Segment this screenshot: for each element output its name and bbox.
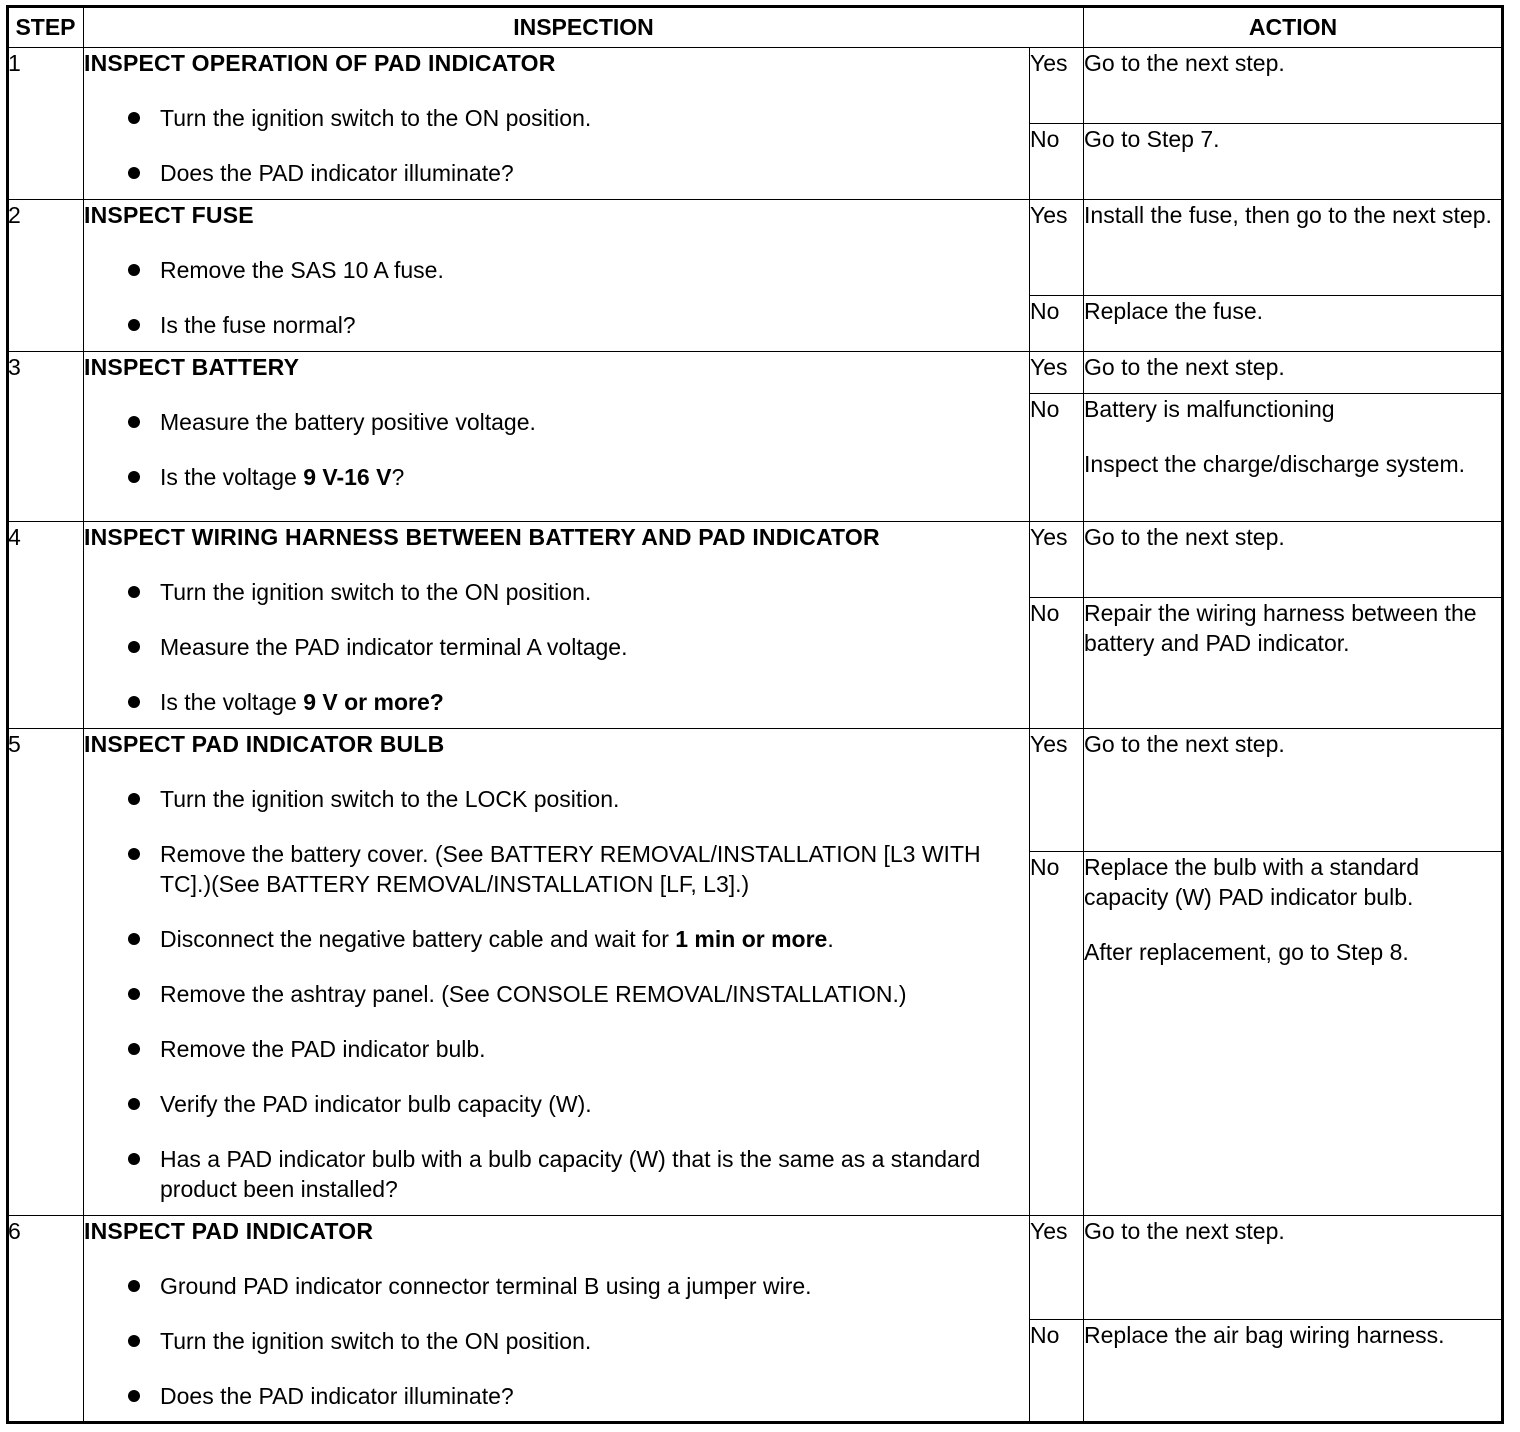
bullet-item: Remove the battery cover. (See BATTERY REMOVAL/INSTALLATION [L3 WITH TC].)(See BATTERY REMOVAL/INSTALLATION [LF, L3].) <box>84 839 1029 899</box>
step-number: 5 <box>8 729 84 1215</box>
bullet-emphasis: 9 V-16 V <box>303 464 392 491</box>
action-text: Replace the air bag wiring harness. <box>1084 1321 1445 1348</box>
step-number: 6 <box>8 1215 84 1421</box>
no-action <box>1084 124 1503 200</box>
inspection-bullets <box>84 255 1029 340</box>
bullet-item: Verify the PAD indicator bulb capacity (W). <box>84 1089 1029 1119</box>
no-label: No <box>1030 394 1084 522</box>
inspection-bullets <box>84 784 1029 1204</box>
action-text: Install the fuse, then go to the next step. <box>1084 202 1492 229</box>
inspection-cell <box>84 352 1030 522</box>
bullet-item <box>84 687 1029 717</box>
inspection-header: INSPECTION <box>84 7 1084 48</box>
step-row-2-yes <box>8 200 1503 296</box>
bullet-emphasis: 1 min or more <box>675 926 828 953</box>
no-label: No <box>1030 598 1084 729</box>
inspection-bullets <box>84 103 1029 188</box>
step-number: 3 <box>8 352 84 522</box>
bullet-text: . <box>827 926 834 953</box>
header-row <box>8 7 1503 48</box>
bullet-item: Turn the ignition switch to the LOCK position. <box>84 784 1029 814</box>
bullet-text: ? <box>391 464 405 491</box>
bullet-item: Remove the SAS 10 A fuse. <box>84 255 1029 285</box>
action-text: Go to Step 7. <box>1084 126 1220 153</box>
no-action <box>1084 394 1503 522</box>
inspection-bullets <box>84 577 1029 717</box>
step-header: STEP <box>8 7 84 48</box>
yes-action <box>1084 522 1503 598</box>
step-row-6-yes <box>8 1215 1503 1319</box>
no-action <box>1084 296 1503 352</box>
inspection-title: INSPECT FUSE <box>84 202 254 229</box>
inspection-title: INSPECT PAD INDICATOR <box>84 1217 374 1244</box>
bullet-item <box>84 924 1029 954</box>
action-text: Go to the next step. <box>1084 731 1285 758</box>
bullet-item: Is the fuse normal? <box>84 310 1029 340</box>
step-row-1-yes <box>8 48 1503 124</box>
action-header: ACTION <box>1084 7 1503 48</box>
bullet-item: Measure the battery positive voltage. <box>84 407 1029 437</box>
bullet-emphasis: 9 V or more? <box>303 689 444 716</box>
no-label: No <box>1030 851 1084 1215</box>
step-row-3-yes <box>8 352 1503 394</box>
step-row-4-yes <box>8 522 1503 598</box>
bullet-item: Measure the PAD indicator terminal A voltage. <box>84 632 1029 662</box>
yes-action <box>1084 352 1503 394</box>
bullet-item: Ground PAD indicator connector terminal B using a jumper wire. <box>84 1271 1029 1301</box>
yes-label: Yes <box>1030 200 1084 296</box>
inspection-title: INSPECT BATTERY <box>84 354 300 381</box>
bullet-item <box>84 462 1029 492</box>
no-action <box>1084 1319 1503 1421</box>
action-text: Go to the next step. <box>1084 1217 1285 1244</box>
inspection-bullets <box>84 407 1029 492</box>
bullet-item: Turn the ignition switch to the ON position. <box>84 103 1029 133</box>
action-text: Go to the next step. <box>1084 524 1285 551</box>
yes-label: Yes <box>1030 522 1084 598</box>
bullet-item: Turn the ignition switch to the ON position. <box>84 1326 1029 1356</box>
yes-action <box>1084 729 1503 851</box>
bullet-item: Does the PAD indicator illuminate? <box>84 158 1029 188</box>
inspection-bullets <box>84 1271 1029 1411</box>
bullet-text: Is the voltage <box>160 689 304 716</box>
no-label: No <box>1030 1319 1084 1421</box>
action-text: Replace the bulb with a standard capacity (W) PAD indicator bulb. <box>1084 853 1420 910</box>
inspection-cell <box>84 522 1030 729</box>
inspection-cell <box>84 200 1030 352</box>
yes-action <box>1084 200 1503 296</box>
bullet-text: Is the voltage <box>160 464 304 491</box>
bullet-item: Remove the PAD indicator bulb. <box>84 1034 1029 1064</box>
yes-label: Yes <box>1030 48 1084 124</box>
inspection-title: INSPECT WIRING HARNESS BETWEEN BATTERY AND PAD INDICATOR <box>84 524 880 551</box>
action-text: Go to the next step. <box>1084 50 1285 76</box>
step-number: 2 <box>8 200 84 352</box>
inspection-cell <box>84 1215 1030 1421</box>
no-action <box>1084 851 1503 1215</box>
troubleshooting-table <box>7 6 1503 1422</box>
bullet-item: Remove the ashtray panel. (See CONSOLE REMOVAL/INSTALLATION.) <box>84 979 1029 1009</box>
action-text: Inspect the charge/discharge system. <box>1084 451 1465 478</box>
step-number: 4 <box>8 522 84 729</box>
bullet-item: Turn the ignition switch to the ON position. <box>84 577 1029 607</box>
bullet-text: Disconnect the negative battery cable and wait for <box>160 926 676 953</box>
action-text: Battery is malfunctioning <box>1084 396 1335 423</box>
inspection-title: INSPECT OPERATION OF PAD INDICATOR <box>84 50 556 76</box>
bullet-item: Has a PAD indicator bulb with a bulb capacity (W) that is the same as a standard product been installed? <box>84 1144 1029 1204</box>
inspection-title: INSPECT PAD INDICATOR BULB <box>84 731 445 758</box>
bullet-item: Does the PAD indicator illuminate? <box>84 1381 1029 1411</box>
action-text: Repair the wiring harness between the battery and PAD indicator. <box>1084 600 1477 657</box>
no-action <box>1084 598 1503 729</box>
yes-action <box>1084 48 1503 124</box>
step-number: 1 <box>8 48 84 200</box>
action-text: Replace the fuse. <box>1084 298 1264 325</box>
action-text: Go to the next step. <box>1084 354 1285 381</box>
no-label: No <box>1030 124 1084 200</box>
inspection-cell <box>84 729 1030 1215</box>
yes-label: Yes <box>1030 729 1084 851</box>
step-row-5-yes <box>8 729 1503 851</box>
yes-action <box>1084 1215 1503 1319</box>
no-label: No <box>1030 296 1084 352</box>
inspection-cell <box>84 48 1030 200</box>
yes-label: Yes <box>1030 1215 1084 1319</box>
action-text: After replacement, go to Step 8. <box>1084 938 1409 965</box>
yes-label: Yes <box>1030 352 1084 394</box>
